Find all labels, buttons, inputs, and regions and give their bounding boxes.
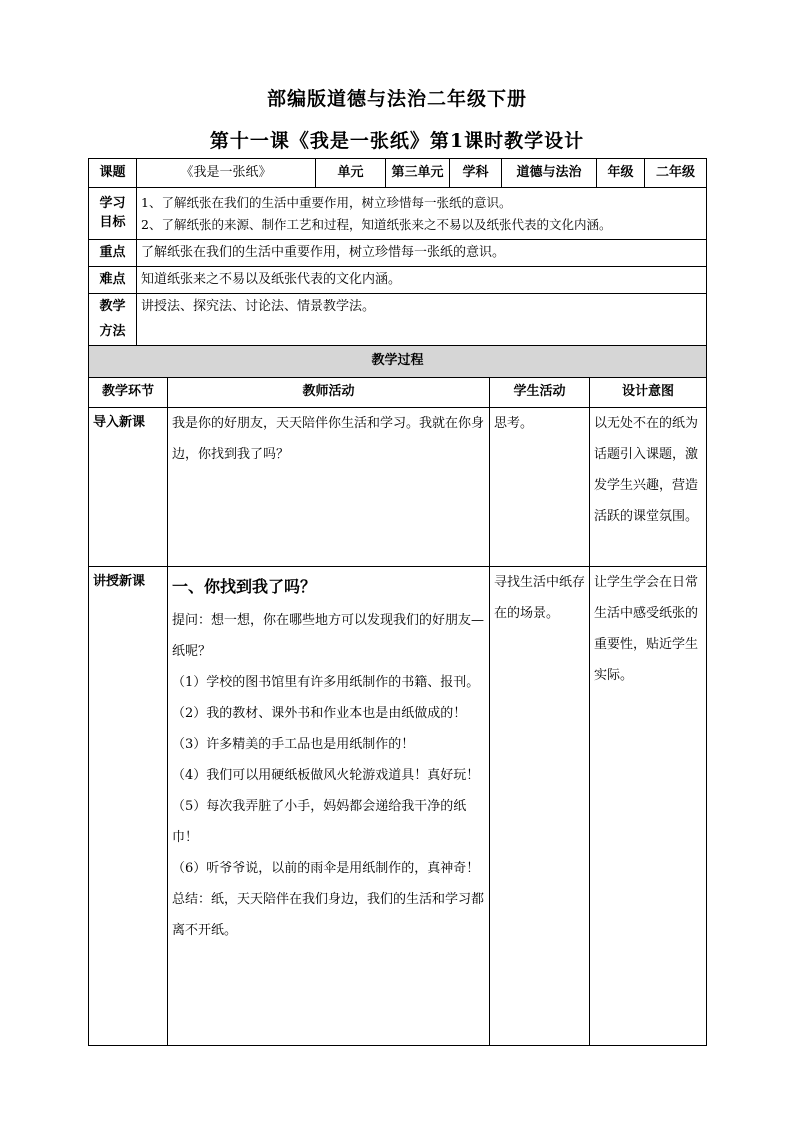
danyuan-value: 第三单元 <box>386 159 450 188</box>
section-heading: 一、你找到我了吗？ <box>172 577 317 596</box>
nandian-value: 知道纸张来之不易以及纸张代表的文化内涵。 <box>137 267 707 294</box>
col-yitu: 设计意图 <box>590 378 707 408</box>
document-subtitle: 第十一课《我是一张纸》第1课时教学设计 <box>209 130 585 152</box>
teaching-process-table <box>88 345 707 1046</box>
stage-cell: 导入新课 <box>89 408 168 567</box>
zhongdian-label: 重点 <box>89 240 137 267</box>
teacher-line: （1）学校的图书馆里有许多用纸制作的书籍、报刊。 <box>172 675 480 690</box>
teacher-line: （2）我的教材、课外书和作业本也是由纸做成的！ <box>172 706 467 721</box>
student-cell: 思考。 <box>490 408 590 567</box>
danyuan-label: 单元 <box>316 159 386 188</box>
xueke-label: 学科 <box>450 159 502 188</box>
teacher-cell: 我是你的好朋友，天天陪伴你生活和学习。我就在你身边，你找到我了吗？ <box>168 408 490 567</box>
nandian-label: 难点 <box>89 267 137 294</box>
mubiao-line-2: 2、了解纸张的来源、制作工艺和过程，知道纸张来之不易以及纸张代表的文化内涵。 <box>141 216 612 232</box>
nianji-value: 二年级 <box>645 159 707 188</box>
table-row <box>89 567 707 1046</box>
mubiao-line-1: 1、了解纸张在我们的生活中重要作用，树立珍惜每一张纸的意识。 <box>141 194 512 210</box>
fangfa-label: 教学 方法 <box>89 294 137 346</box>
intent-cell: 以无处不在的纸为话题引入课题，激发学生兴趣，营造活跃的课堂氛围。 <box>590 408 707 567</box>
mubiao-value <box>137 188 707 240</box>
nianji-label: 年级 <box>597 159 645 188</box>
lesson-info-table <box>88 158 707 346</box>
teacher-line: 总结：纸，天天陪伴在我们身边，我们的生活和学习都离不开纸。 <box>172 892 485 938</box>
col-xuesheng: 学生活动 <box>490 378 590 408</box>
fangfa-value: 讲授法、探究法、讨论法、情景教学法。 <box>137 294 707 346</box>
teacher-cell <box>168 567 490 1046</box>
teacher-line: （6）听爷爷说，以前的雨伞是用纸制作的，真神奇！ <box>172 861 480 876</box>
keti-value: 《我是一张纸》 <box>137 159 316 188</box>
keti-label: 课题 <box>89 159 137 188</box>
stage-cell: 讲授新课 <box>89 567 168 1046</box>
process-header: 教学过程 <box>89 346 707 378</box>
intent-cell: 让学生学会在日常生活中感受纸张的重要性，贴近学生实际。 <box>590 567 707 1046</box>
document-title: 部编版道德与法治二年级下册 <box>266 88 527 110</box>
teacher-line: （4）我们可以用硬纸板做风火轮游戏道具！真好玩！ <box>172 768 480 783</box>
teacher-line: 提问：想一想，你在哪些地方可以发现我们的好朋友—纸呢？ <box>172 613 485 659</box>
student-cell: 寻找生活中纸存在的场景。 <box>490 567 590 1046</box>
teacher-line: （3）许多精美的手工品也是用纸制作的！ <box>172 737 415 752</box>
col-jiaoshi: 教师活动 <box>168 378 490 408</box>
teacher-line: （5）每次我弄脏了小手，妈妈都会递给我干净的纸巾！ <box>172 799 467 845</box>
col-huanjie: 教学环节 <box>89 378 168 408</box>
xueke-value: 道德与法治 <box>502 159 597 188</box>
table-row <box>89 408 707 567</box>
mubiao-label: 学习 目标 <box>89 188 137 240</box>
zhongdian-value: 了解纸张在我们的生活中重要作用，树立珍惜每一张纸的意识。 <box>137 240 707 267</box>
